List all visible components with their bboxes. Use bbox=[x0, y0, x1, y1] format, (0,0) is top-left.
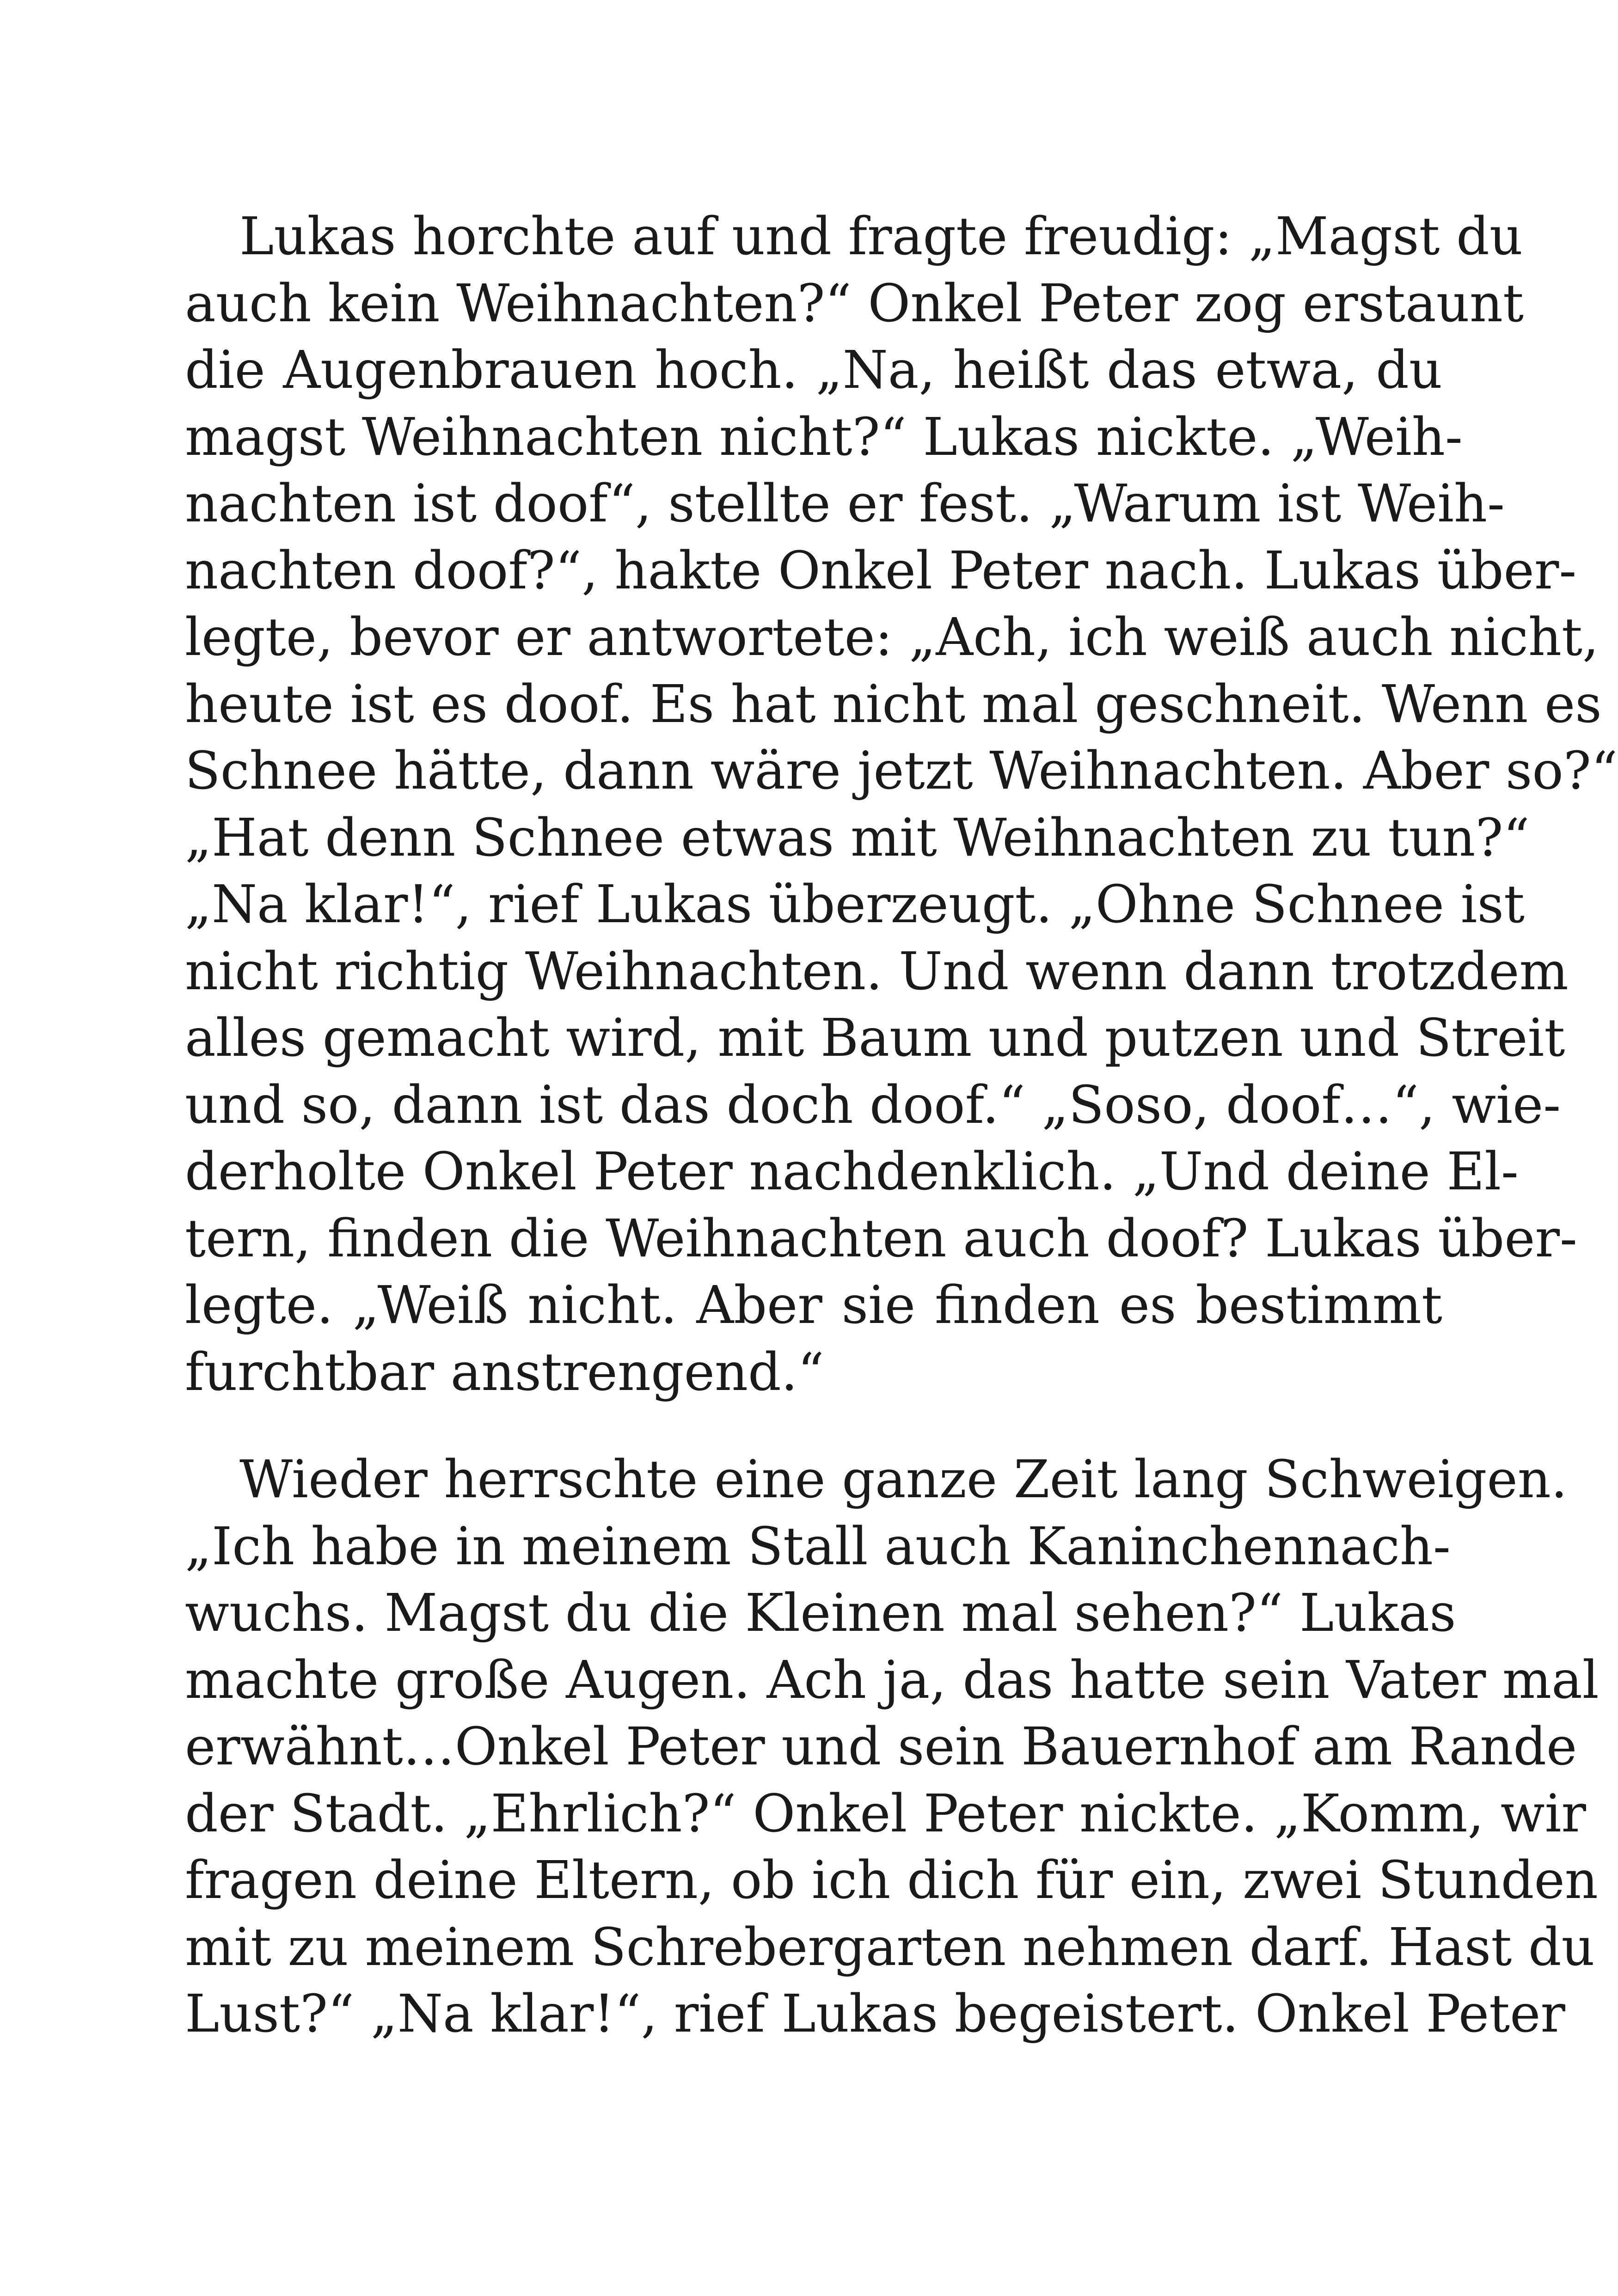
text-line: erwähnt…Onkel Peter und sein Bauernhof am Rande bbox=[185, 1717, 1577, 1777]
text-line: Schnee hätte, dann wäre jetzt Weihnachten. Aber so?“ bbox=[185, 741, 1618, 801]
text-line: magst Weihnachten nicht?“ Lukas nickte. „Weih- bbox=[185, 407, 1463, 467]
text-line: „Hat denn Schnee etwas mit Weihnachten zu tun?“ bbox=[185, 808, 1530, 868]
text-line: Lukas horchte auf und fragte freudig: „Magst du bbox=[239, 207, 1523, 267]
body-text bbox=[185, 203, 1618, 2048]
text-line: heute ist es doof. Es hat nicht mal geschneit. Wenn es bbox=[185, 674, 1602, 735]
text-line: alles gemacht wird, mit Baum und putzen und Streit bbox=[185, 1008, 1565, 1068]
text-line: furchtbar anstrengend.“ bbox=[185, 1342, 824, 1402]
paragraph-2 bbox=[185, 1446, 1599, 2048]
text-line: wuchs. Magst du die Kleinen mal sehen?“ Lukas bbox=[185, 1583, 1456, 1643]
text-line: „Na klar!“, rief Lukas überzeugt. „Ohne Schnee ist bbox=[185, 875, 1525, 935]
text-line: legte, bevor er antwortete: „Ach, ich weiß auch nicht, bbox=[185, 607, 1599, 667]
text-line: nachten ist doof“, stellte er fest. „Warum ist Weih- bbox=[185, 474, 1505, 534]
text-line: Wieder herrschte eine ganze Zeit lang Schweigen. bbox=[239, 1450, 1568, 1510]
text-line: der Stadt. „Ehrlich?“ Onkel Peter nickte. „Komm, wir bbox=[185, 1783, 1586, 1844]
text-line: die Augenbrauen hoch. „Na, heißt das etwa, du bbox=[185, 340, 1442, 400]
text-line: legte. „Weiß nicht. Aber sie finden es bestimmt bbox=[185, 1275, 1442, 1335]
paragraph-spacer bbox=[185, 1406, 1442, 1446]
text-line: Lust?“ „Na klar!“, rief Lukas begeistert. Onkel Peter bbox=[185, 1984, 1565, 2044]
text-line: tern, finden die Weihnachten auch doof? Lukas über- bbox=[185, 1208, 1577, 1269]
text-line: derholte Onkel Peter nachdenklich. „Und deine El- bbox=[185, 1142, 1519, 1202]
text-line: „Ich habe in meinem Stall auch Kaninchennach- bbox=[185, 1516, 1451, 1577]
paragraph-1 bbox=[185, 203, 1618, 1406]
text-line: fragen deine Eltern, ob ich dich für ein, zwei Stunden bbox=[185, 1850, 1598, 1910]
text-line: auch kein Weihnachten?“ Onkel Peter zog erstaunt bbox=[185, 273, 1524, 334]
text-line: mit zu meinem Schrebergarten nehmen darf. Hast du bbox=[185, 1917, 1595, 1978]
text-line: nachten doof?“, hakte Onkel Peter nach. Lukas über- bbox=[185, 540, 1577, 601]
text-line: nicht richtig Weihnachten. Und wenn dann trotzdem bbox=[185, 941, 1569, 1002]
text-line: und so, dann ist das doch doof.“ „Soso, doof…“, wie- bbox=[185, 1075, 1561, 1135]
text-line: machte große Augen. Ach ja, das hatte sein Vater mal bbox=[185, 1650, 1599, 1710]
